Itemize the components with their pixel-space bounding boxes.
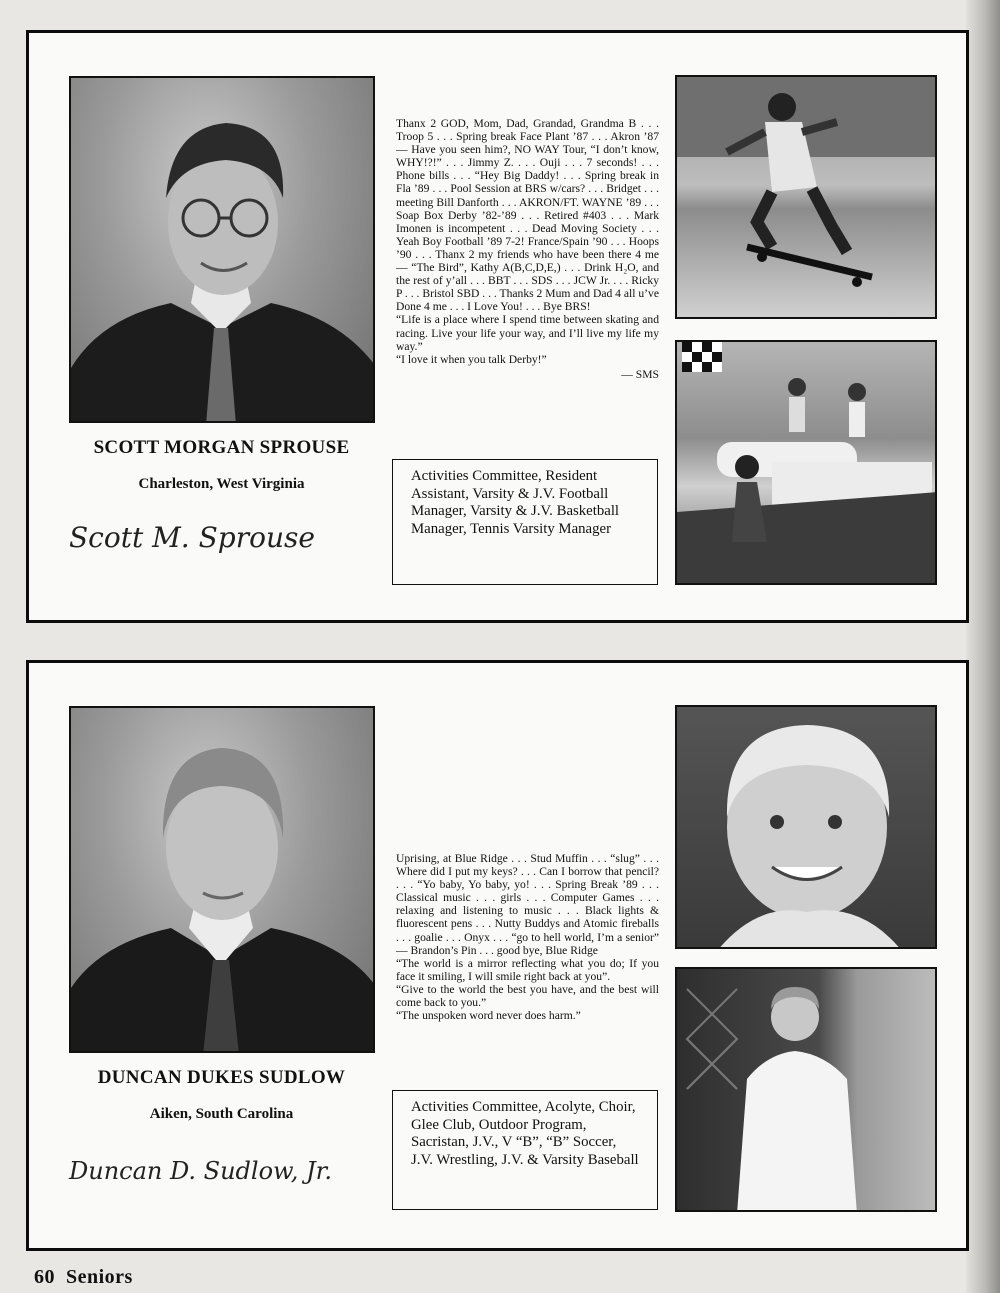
book-spine-shadow [966,0,1000,1293]
skateboarder-figure [677,77,937,319]
section-title: Seniors [66,1266,133,1288]
senior-name: SCOTT MORGAN SPROUSE [93,437,350,458]
quote-paragraph: Uprising, at Blue Ridge . . . Stud Muffin . . . “slug” . . . Where did I put my keys? . . . Can I borrow that pencil? . . . “Yo baby, Yo baby, yo! . . . Spring Break ’89 . . . Classical music . . . girls . . . Computer Games . . . relaxing and listening to music . . . Black lights & fluorescent pens . . . Nutty Buddys and Atomic fireballs . . . goalie . . . Onyx . . . “go to hell world, I’m a senior” — Brandon’s Pin . . . good bye, Blue Ridge [396,852,659,957]
senior-hometown: Charleston, West Virginia [138,476,305,492]
candid-photo-soap-box-derby [675,340,937,585]
quote-paragraph: “Life is a place where I spend time between skating and racing. Live your life your way, and I’ll live my life my way.” [396,313,659,353]
portrait-figure [71,708,375,1053]
senior-quote [396,117,659,381]
senior-portrait-photo [69,76,375,423]
portrait-figure [71,78,375,423]
senior-portrait-photo [69,706,375,1053]
quote-paragraph: “I love it when you talk Derby!” [396,352,547,366]
senior-panel-sudlow [26,660,969,1251]
child-figure [677,707,937,949]
candid-photo-doorway [675,967,937,1212]
page-number: 60 [34,1266,55,1288]
quote-signoff: — SMS [621,367,659,381]
quote-paragraph: “Give to the world the best you have, and the best will come back to you.” [396,982,659,1010]
senior-activities-box: Activities Committee, Resident Assistant, Varsity & J.V. Football Manager, Varsity & J.V. Basketball Manager, Tennis Varsity Manager [392,459,658,585]
senior-name: DUNCAN DUKES SUDLOW [97,1067,346,1088]
senior-panel-sprouse [26,30,969,623]
candid-photo-skateboarding [675,75,937,319]
doorway-figure [677,969,937,1212]
senior-activities-box: Activities Committee, Acolyte, Choir, Glee Club, Outdoor Program, Sacristan, J.V., V “B”, “B” Soccer, J.V. Wrestling, J.V. & Varsity Baseball [392,1090,658,1210]
quote-paragraph: “The unspoken word never does harm.” [396,1009,581,1023]
quote-paragraph: Thanx 2 GOD, Mom, Dad, Grandad, Grandma B . . . Troop 5 . . . Spring break Face Plant ’87 . . . Akron ’87 — Have you seen him?, NO WAY Tour, “I don’t know, WHY!?!” . . . Jimmy Z. . . . Ouji . . . 7 seconds! . . . Phone bills . . . “Hey Big Daddy! . . . Spring break in Fla ’89 . . . Pool Session at BRS w/cars? . . . Bridget . . . meeting Bill Danforth . . . AKRON/FT. WAYNE ’89 . . . Soap Box Derby ’82-’89 . . . Retired #403 . . . Mark Imonen is incompetent . . . Dead Moving Society . . . Yeah Boy Football ’89 7-2! France/Spain ’90 . . . Hoops ’90 . . . Thanx 2 my friends who have been there 4 me — “The Bird”, Kathy A(B,C,D,E,) . . . Drink H₂O, and the rest of y’all . . . BBT . . . SDS . . . JCW Jr. . . . Ricky P . . . Bristol SBD . . . Thanks 2 Mum and Dad 4 all u’ve Done 4 me . . . I Love You! . . . Bye BRS! [396,117,659,314]
quote-paragraph: “The world is a mirror reflecting what you do; If you face it smiling, I will smile right back at you”. [396,956,659,983]
page-footer [34,1266,133,1289]
derby-scene [677,342,937,585]
senior-signature: Duncan D. Sudlow, Jr. [69,1157,333,1185]
childhood-photo [675,705,937,949]
senior-signature: Scott M. Sprouse [69,521,315,554]
senior-hometown: Aiken, South Carolina [149,1106,294,1122]
senior-quote [396,852,659,1022]
